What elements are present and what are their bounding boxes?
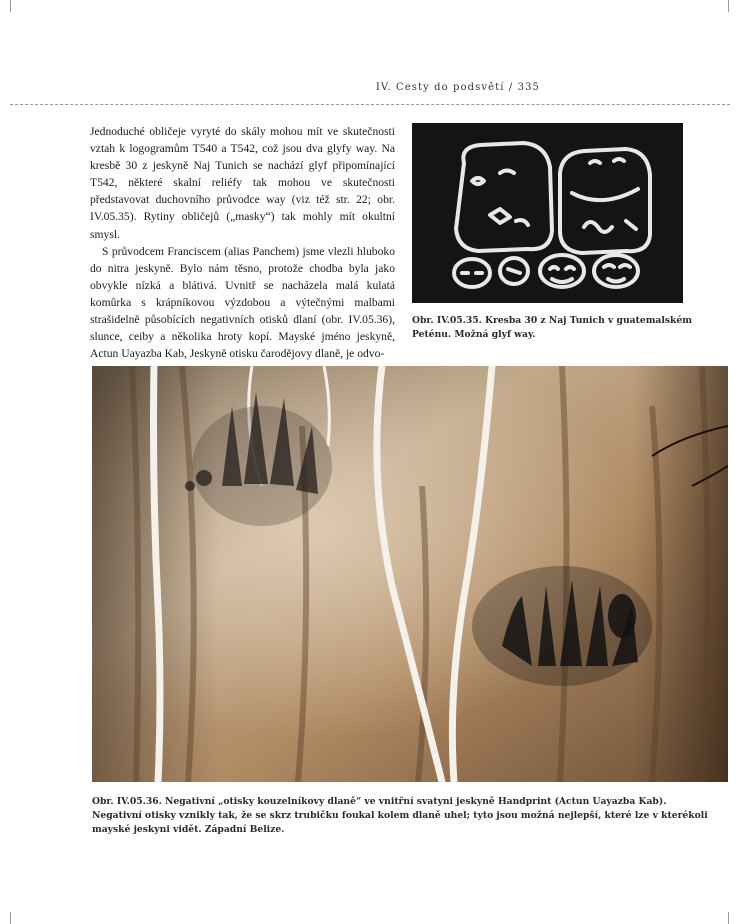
header-rule — [10, 104, 730, 105]
running-head: IV. Cesty do podsvětí / 335 — [375, 82, 540, 93]
body-text — [90, 123, 395, 362]
crop-mark — [10, 912, 11, 924]
cave-handprint-photo — [92, 366, 728, 782]
paragraph: Jednoduché obličeje vyryté do skály mohou mít ve skutečnosti vztah k logogramům T540 a T542, což jsou dva glyfy way. Na kresbě 30 z jeskyně Naj Tunich se nachází glyf připomínající T542, některé skalní reliéfy tak mohou ve skutečnosti představovat duchovního průvodce way (viz též str. 22; obr. IV.05.35). Rytiny obličejů („masky“) tak mohly mít okultní smysl. — [90, 125, 395, 241]
paragraph: S průvodcem Franciscem (alias Panchem) jsme vlezli hluboko do nitra jeskyně. Bylo nám těsno, protože chodba byla jako obvykle nízká a blátivá. Uvnitř se nacházela malá kulatá komůrka s krápníkovou výzdobou a výtečnými malbami strašidelně působících negativních otisků dlaní (obr. IV.05.36), slunce, ceiby a několika hroty kopí. Mayské jméno jeskyně, Actun Uayazba Kab, Jeskyně otisku čarodějovy dlaně, je odvo- — [90, 244, 395, 361]
crop-mark — [728, 912, 729, 924]
crop-mark — [728, 0, 729, 12]
crop-mark — [10, 0, 11, 12]
figure-caption: Obr. IV.05.35. Kresba 30 z Naj Tunich v guatemalském Peténu. Možná glyf way. — [412, 315, 692, 340]
page-header — [0, 82, 740, 96]
cave-photo — [92, 366, 728, 782]
figure-caption: Obr. IV.05.36. Negativní „otisky kouzelníkovy dlaně“ ve vnitřní svatyni jeskyně Handprint (Actun Uayazba Kab). Negativní otisky vznikly tak, že se skrz trubičku foukal kolem dlaně uhel; tyto jsou možná nejlepší, které lze v kterékoli mayské jeskyni vidět. Západní Belize. — [92, 796, 708, 835]
glyph-drawing-image — [412, 123, 683, 303]
glyph-drawing — [412, 123, 683, 303]
